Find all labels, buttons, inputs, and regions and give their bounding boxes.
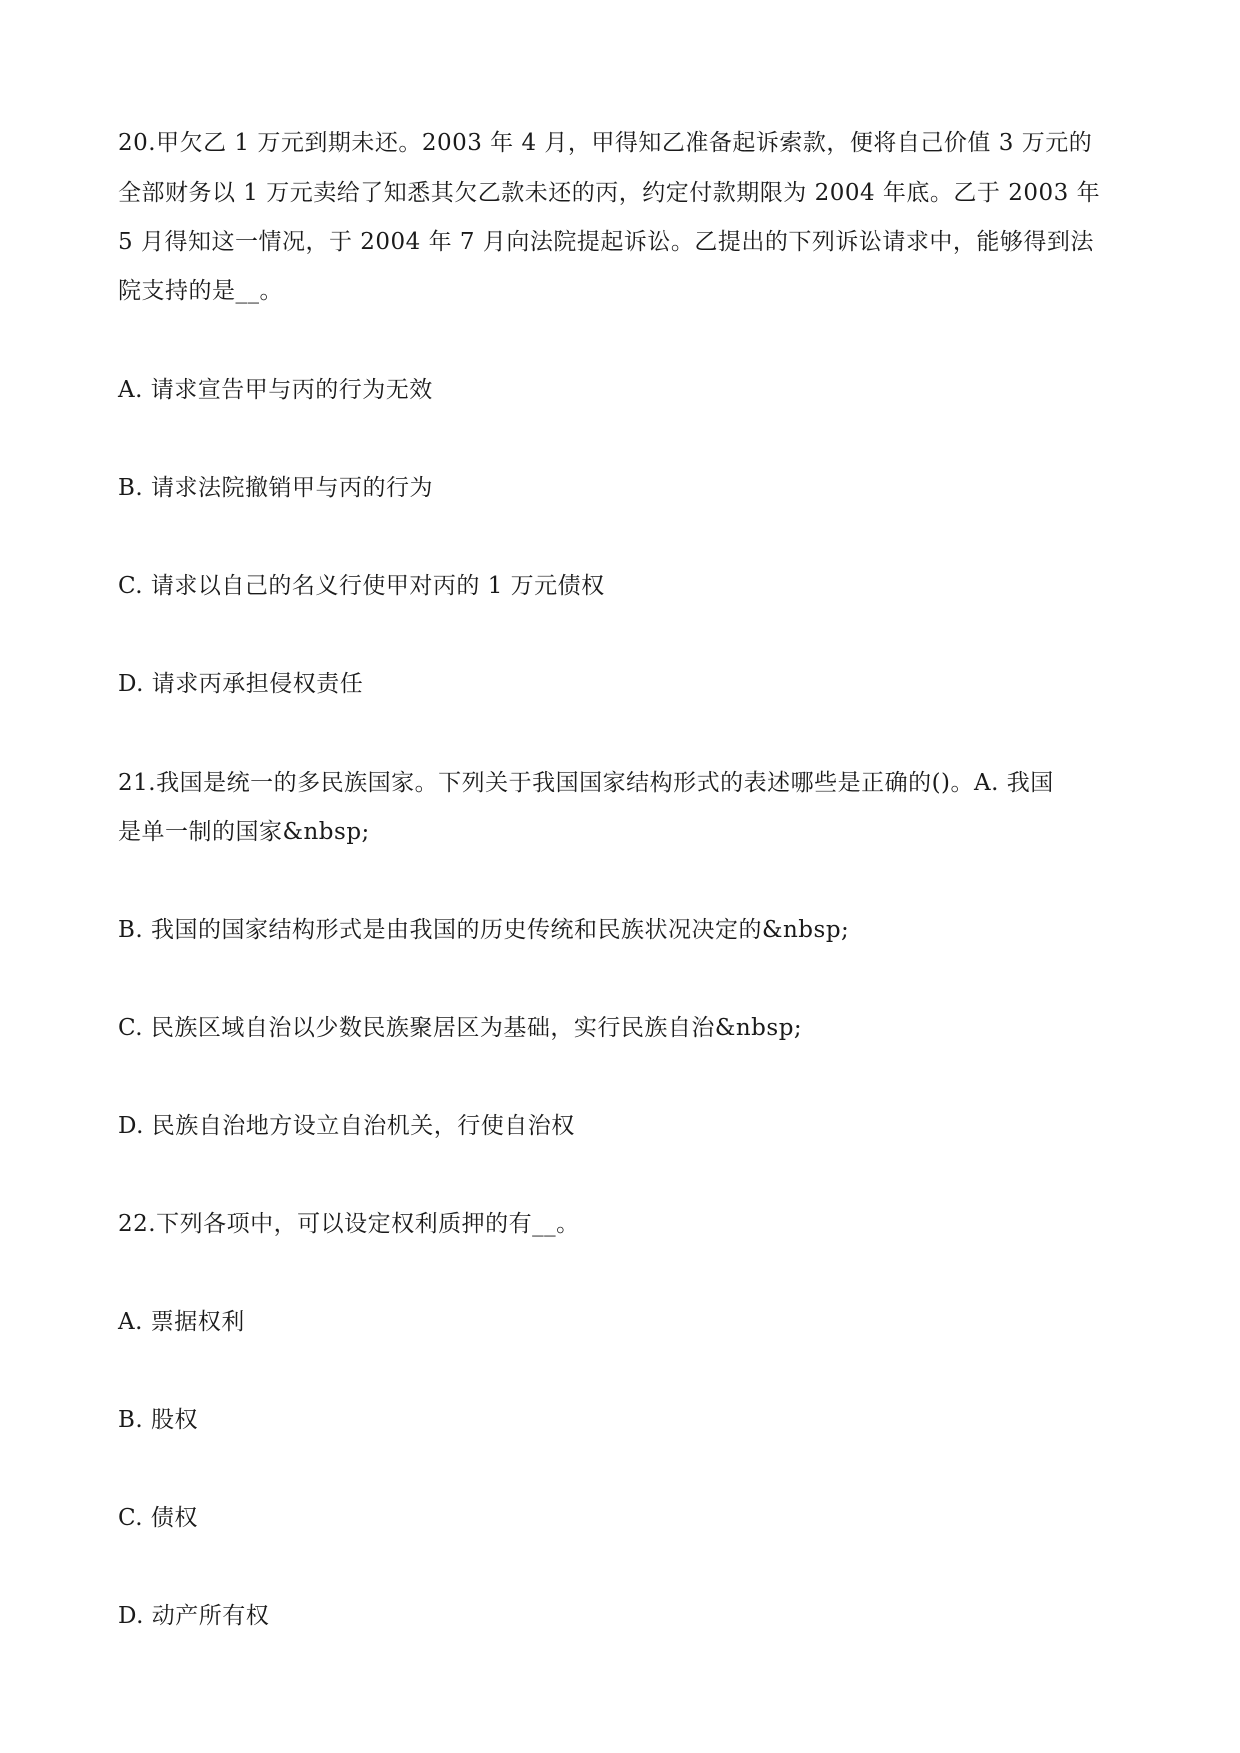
q22-option-b: B. 股权 — [118, 1407, 199, 1433]
q21-option-c: C. 民族区域自治以少数民族聚居区为基础，实行民族自治&nbsp; — [118, 1015, 803, 1041]
q20-stem-line-3: 5 月得知这一情况，于 2004 年 7 月向法院提起诉讼。乙提出的下列诉讼请求中，能够得到法 — [118, 229, 1094, 255]
q22-option-a: A. 票据权利 — [118, 1309, 245, 1335]
q20-option-d: D. 请求丙承担侵权责任 — [118, 671, 364, 697]
q20-option-c: C. 请求以自己的名义行使甲对丙的 1 万元债权 — [118, 573, 605, 599]
q21-stem-line-1: 21.我国是统一的多民族国家。下列关于我国国家结构形式的表述哪些是正确的()。A. 我国 — [118, 770, 1054, 796]
q20-option-a: A. 请求宣告甲与丙的行为无效 — [118, 377, 433, 403]
q22-option-c: C. 债权 — [118, 1505, 198, 1531]
q20-option-b: B. 请求法院撤销甲与丙的行为 — [118, 475, 434, 501]
q20-stem-line-1: 20.甲欠乙 1 万元到期未还。2003 年 4 月，甲得知乙准备起诉索款，便将自己价值 3 万元的 — [118, 130, 1093, 156]
q21-stem-line-2: 是单一制的国家&nbsp; — [118, 819, 370, 845]
q22-option-d: D. 动产所有权 — [118, 1603, 270, 1629]
q22-stem-line-1: 22.下列各项中，可以设定权利质押的有__。 — [118, 1211, 580, 1237]
q21-option-b: B. 我国的国家结构形式是由我国的历史传统和民族状况决定的&nbsp; — [118, 917, 850, 943]
q20-stem-line-2: 全部财务以 1 万元卖给了知悉其欠乙款未还的丙，约定付款期限为 2004 年底。乙于 2003 年 — [118, 180, 1101, 206]
q20-stem-line-4: 院支持的是__。 — [118, 278, 283, 304]
q21-option-d: D. 民族自治地方设立自治机关，行使自治权 — [118, 1113, 575, 1139]
